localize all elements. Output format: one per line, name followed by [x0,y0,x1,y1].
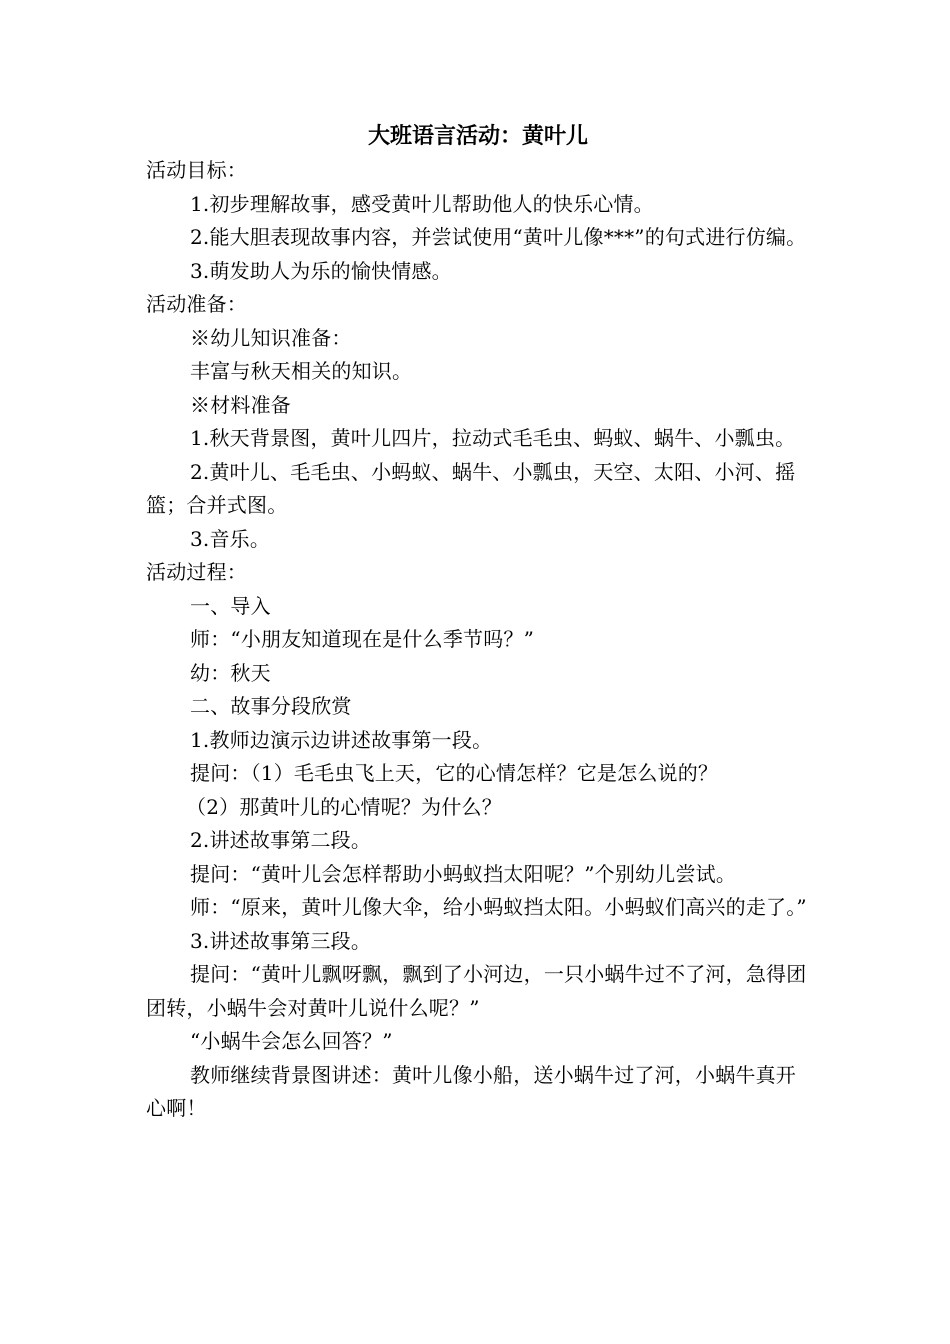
teacher-question: 师：“小朋友知道现在是什么季节吗？” [190,627,535,651]
question-part-1: 提问：（1）毛毛虫飞上天，它的心情怎样？它是怎么说的？ [190,761,719,785]
section-heading-process: 活动过程： [146,560,247,584]
prep-knowledge-text: 丰富与秋天相关的知识。 [190,359,413,383]
teacher-narration-3: 教师继续背景图讲述：黄叶儿像小船，送小蜗牛过了河，小蜗牛真开心啊！ [146,1062,796,1120]
material-item-2: 2.黄叶儿、毛毛虫、小蚂蚁、蜗牛、小瓢虫，天空、太阳、小河、摇篮；合并式图。 [146,459,796,517]
section-heading-preparation: 活动准备： [146,292,247,316]
child-answer: 幼：秋天 [190,660,271,685]
goal-item-2: 2.能大胆表现故事内容，并尝试使用“黄叶儿像***”的句式进行仿编。 [190,225,807,249]
question-part-1-sub: （2）那黄叶儿的心情呢？为什么？ [186,794,502,819]
prep-materials-heading: ※材料准备 [190,392,291,417]
material-item-1: 1.秋天背景图，黄叶儿四片，拉动式毛毛虫、蚂蚁、蜗牛、小瓢虫。 [190,426,796,450]
process-step-intro: 一、导入 [190,593,271,618]
document-title: 大班语言活动：黄叶儿 [367,124,588,149]
question-part-2: 提问：“黄叶儿会怎样帮助小蚂蚁挡太阳呢？”个别幼儿尝试。 [190,861,737,886]
story-part-3: 3.讲述故事第三段。 [190,928,372,953]
teacher-explanation-2: 师：“原来，黄叶儿像大伞，给小蚂蚁挡太阳。小蚂蚁们高兴的走了。” [190,895,807,919]
story-part-1: 1.教师边演示边讲述故事第一段。 [190,727,493,752]
goal-item-1: 1.初步理解故事，感受黄叶儿帮助他人的快乐心情。 [190,191,654,216]
question-part-3: 提问：“黄叶儿飘呀飘，飘到了小河边，一只小蜗牛过不了河，急得团团转，小蜗牛会对黄叶儿说什么呢？” [146,962,807,1020]
prep-knowledge-heading: ※幼儿知识准备： [190,325,352,350]
question-part-3-followup: “小蜗牛会怎么回答？” [190,1029,393,1053]
goal-item-3: 3.萌发助人为乐的愉快情感。 [190,258,452,283]
process-step-story: 二、故事分段欣赏 [190,694,352,718]
document-page [146,120,810,1126]
section-heading-goals: 活动目标： [146,158,247,182]
story-part-2: 2.讲述故事第二段。 [190,828,372,852]
material-item-3: 3.音乐。 [190,526,271,551]
